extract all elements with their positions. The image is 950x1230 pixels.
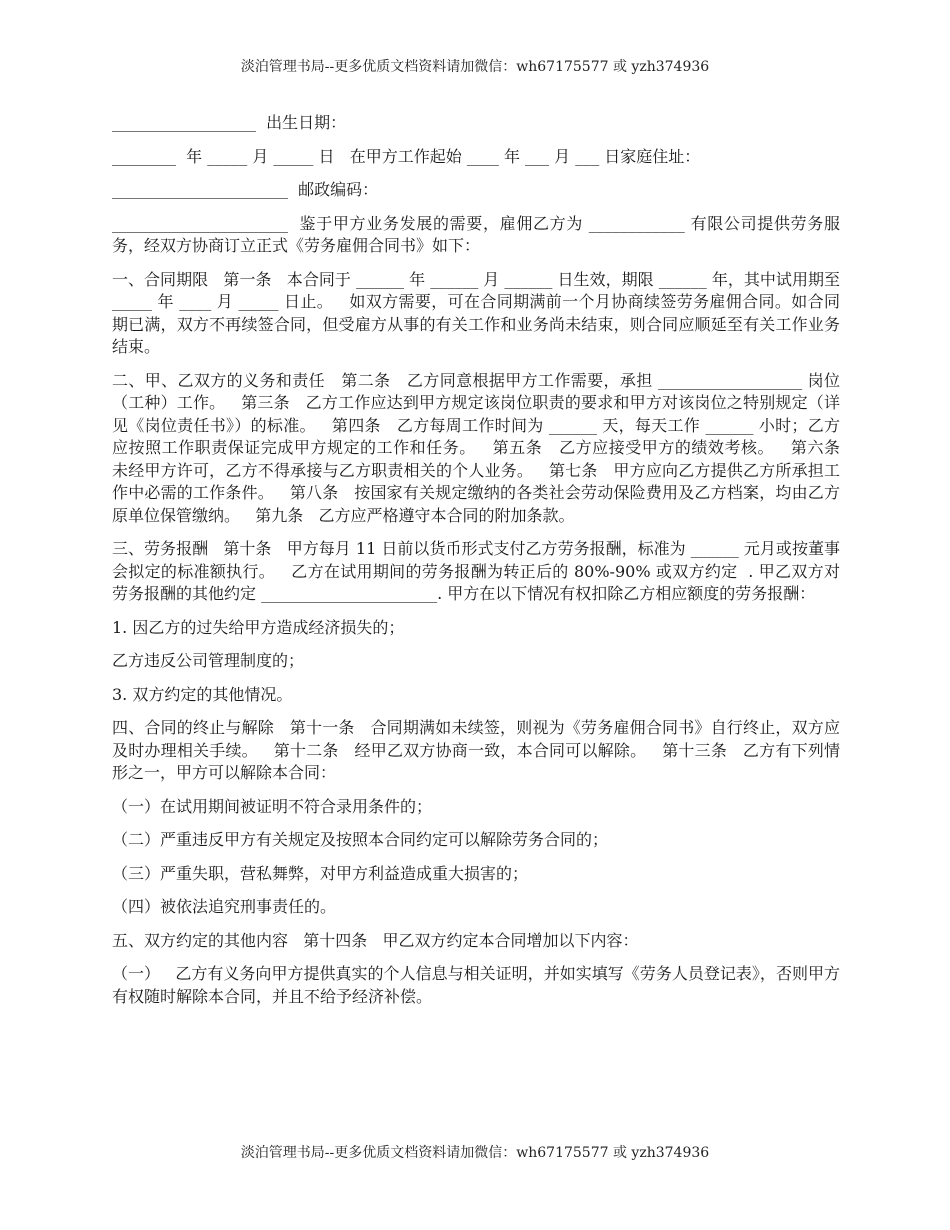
paragraph-section-4: 四、合同的终止与解除 第十一条 合同期满如未续签，则视为《劳务雇佣合同书》自行终止，双方应及时办理相关手续。 第十二条 经甲乙双方协商一致，本合同可以解除。 第十三条 乙方有下列情形之一，甲方可以解除本合同： bbox=[112, 718, 840, 782]
paragraph-additional-1: （一） 乙方有义务向甲方提供真实的个人信息与相关证明，并如实填写《劳务人员登记表》，否则甲方有权随时解除本合同，并且不给予经济补偿。 bbox=[112, 964, 840, 1006]
paragraph-section-3: 三、劳务报酬 第十条 甲方每月 11 日前以货币形式支付乙方劳务报酬，标准为 ______ 元月或按董事会拟定的标准额执行。 乙方在试用期间的劳务报酬为转正后的 80%-90% 或双方约定 . 甲乙双方对劳务报酬的其他约定 ______________________. 甲方在以下情况有权扣除乙方相应额度的劳务报酬： bbox=[112, 539, 840, 603]
paragraph-birth-date: __________________ 出生日期： bbox=[112, 113, 347, 132]
paragraph-item-2: 乙方违反公司管理制度的； bbox=[112, 651, 305, 670]
paragraph-preamble: ______________________ 鉴于甲方业务发展的需要，雇佣乙方为 ____________ 有限公司提供劳务服务，经双方协商订立正式《劳务雇佣合同书》如下： bbox=[112, 213, 840, 255]
page-header: 淡泊管理书局--更多优质文档资料请加微信：wh67175577 或 yzh374936 bbox=[240, 59, 710, 75]
document-body bbox=[112, 112, 856, 1019]
paragraph-clause-3: （三）严重失职，营私舞弊，对甲方利益造成重大损害的； bbox=[112, 863, 529, 883]
paragraph-section-2: 二、甲、乙双方的义务和责任 第二条 乙方同意根据甲方工作需要，承担 __________________ 岗位（工种）工作。 第三条 乙方工作应达到甲方规定该岗位职责的要求和甲方对该岗位之特别规定（详见《岗位责任书》）的标准。 第四条 乙方每周工作时间为 ______ 天，每天工作 ______ 小时；乙方应按照工作职责保证完成甲方规定的工作和任务。 第五条 乙方应接受甲方的绩效考核。 第六条 未经甲方许可，乙方不得承接与乙方职责相关的个人业务。 第七条 甲方应向乙方提供乙方所承担工作中必需的工作条件。 第八条 按国家有关规定缴纳的各类社会劳动保险费用及乙方档案，均由乙方原单位保管缴纳。 第九条 乙方应严格遵守本合同的附加条款。 bbox=[112, 370, 856, 525]
paragraph-clause-1: （一）在试用期间被证明不符合录用条件的； bbox=[112, 796, 433, 816]
paragraph-postal-code: ______________________ 邮政编码： bbox=[112, 180, 379, 199]
paragraph-item-1: 1. 因乙方的过失给甲方造成经济损失的； bbox=[112, 617, 405, 637]
paragraph-work-start: ________ 年 _____ 月 _____ 日 在甲方工作起始 ____ 年 ___ 月 ___ 日家庭住址： bbox=[112, 146, 701, 166]
page-footer: 淡泊管理书局--更多优质文档资料请加微信：wh67175577 或 yzh374936 bbox=[240, 1145, 710, 1161]
paragraph-clause-4: （四）被依法追究刑事责任的。 bbox=[112, 897, 337, 916]
paragraph-section-1: 一、合同期限 第一条 本合同于 ______ 年 ______ 月 ______ 日生效，期限 ______ 年，其中试用期至 _____ 年 ____ 月 _____ 日止。 如双方需要，可在合同期满前一个月协商续签劳务雇佣合同。如合同期已满，双方不再续签合同，但受雇方从事的有关工作和业务尚未结束，则合同应顺延至有关工作业务结束。 bbox=[112, 269, 846, 356]
paragraph-item-3: 3. 双方约定的其他情况。 bbox=[112, 684, 293, 704]
paragraph-section-5: 五、双方约定的其他内容 第十四条 甲乙双方约定本合同增加以下内容： bbox=[112, 930, 639, 950]
paragraph-clause-2: （二）严重违反甲方有关规定及按照本合同约定可以解除劳务合同的； bbox=[112, 830, 609, 849]
